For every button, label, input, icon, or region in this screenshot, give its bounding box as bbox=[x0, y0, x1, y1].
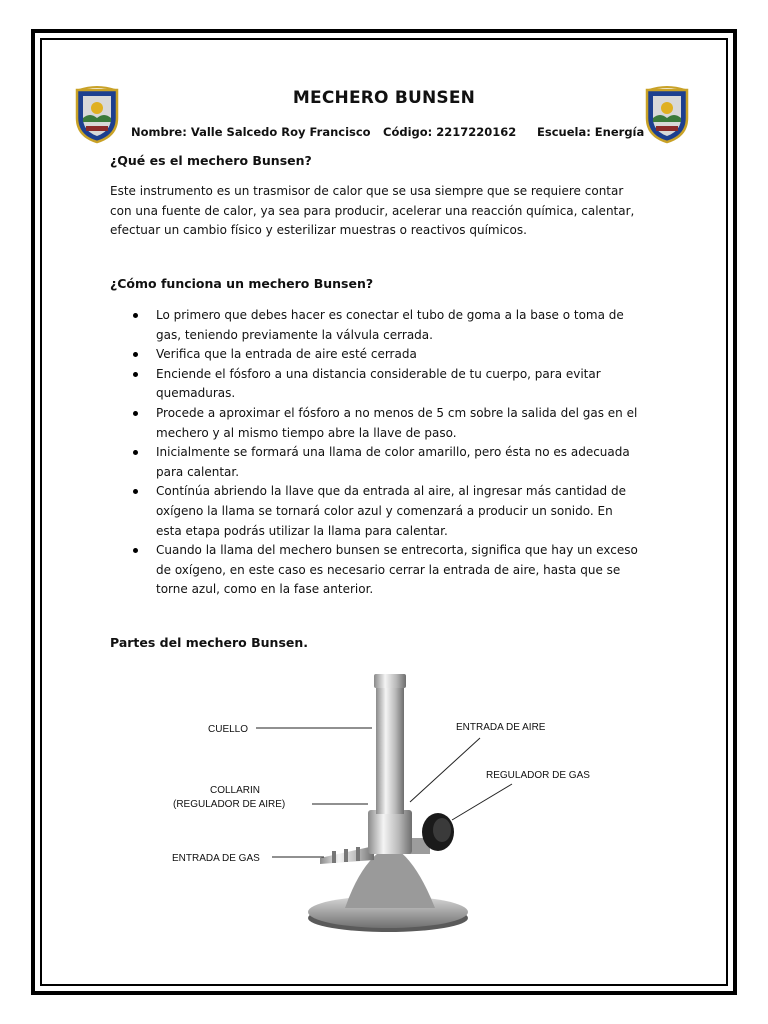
gas-inlet-nozzle bbox=[320, 846, 374, 864]
section-heading-what-is: ¿Qué es el mechero Bunsen? bbox=[110, 153, 312, 168]
bunsen-burner-diagram bbox=[160, 660, 620, 940]
list-item: Lo primero que debes hacer es conectar el tubo de goma a la base o toma de gas, teniendo previamente la válvula cerrada. bbox=[110, 306, 670, 345]
label-collarin: COLLARIN bbox=[210, 785, 261, 796]
list-item: Contínúa abriendo la llave que da entrada al aire, al ingresar más cantidad de oxígeno la llama se tornará color azul y comenzará a producir un sonido. En esta etapa podrás utilizar la llama para calentar. bbox=[110, 482, 670, 541]
burner-top bbox=[374, 674, 406, 688]
student-code: Código: 2217220162 bbox=[383, 125, 517, 139]
air-collar bbox=[368, 810, 412, 854]
label-regulador-gas: REGULADOR DE GAS bbox=[486, 770, 590, 781]
burner-barrel bbox=[376, 682, 404, 814]
list-item: Enciende el fósforo a una distancia considerable de tu cuerpo, para evitar quemaduras. bbox=[110, 365, 670, 404]
label-entrada-aire: ENTRADA DE AIRE bbox=[456, 722, 546, 733]
label-collarin-sub: (REGULADOR DE AIRE) bbox=[173, 799, 286, 810]
paragraph-line: efectuar un cambio físico y esterilizar muestras o reactivos químicos. bbox=[110, 223, 527, 238]
section-paragraph-what-is bbox=[110, 182, 670, 241]
school-name: Escuela: Energía bbox=[537, 125, 645, 139]
section-heading-how-it-works: ¿Cómo funciona un mechero Bunsen? bbox=[110, 276, 374, 291]
gas-regulator-knob bbox=[408, 813, 454, 854]
list-item: Inicialmente se formará una llama de color amarillo, pero ésta no es adecuada para calentar. bbox=[110, 443, 670, 482]
label-entrada-gas: ENTRADA DE GAS bbox=[172, 853, 260, 864]
student-name: Nombre: Valle Salcedo Roy Francisco bbox=[131, 125, 371, 139]
section-heading-parts: Partes del mechero Bunsen. bbox=[110, 635, 309, 650]
steps-list bbox=[110, 306, 670, 600]
list-item: Verifica que la entrada de aire esté cerrada bbox=[110, 345, 670, 365]
document-title: MECHERO BUNSEN bbox=[292, 88, 476, 108]
list-item: Procede a aproximar el fósforo a no menos de 5 cm sobre la salida del gas en el mechero y al mismo tiempo abre la llave de paso. bbox=[110, 404, 670, 443]
paragraph-line: con una fuente de calor, ya sea para producir, acelerar una reacción química, calentar, bbox=[110, 203, 635, 218]
label-cuello: CUELLO bbox=[208, 724, 249, 735]
paragraph-line: Este instrumento es un trasmisor de calor que se usa siempre que se requiere contar bbox=[110, 184, 624, 198]
list-item: Cuando la llama del mechero bunsen se entrecorta, significa que hay un exceso de oxígeno, en este caso es necesario cerrar la entrada de aire, hasta que se torne azul, como en la fase anterior. bbox=[110, 541, 670, 600]
